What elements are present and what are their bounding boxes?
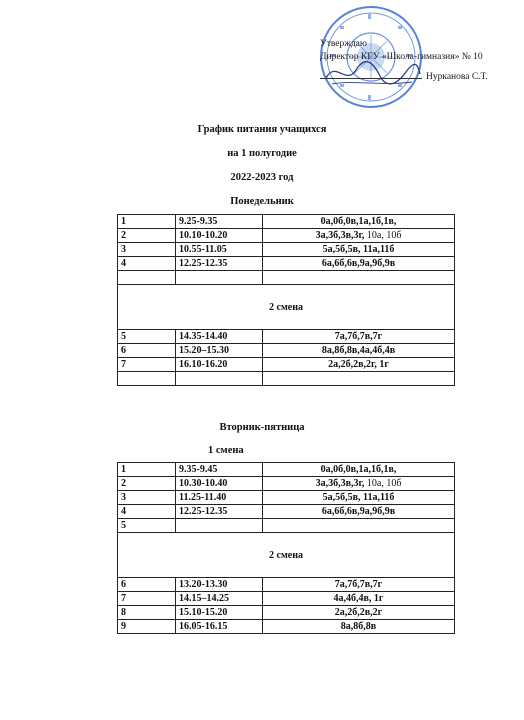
row-number: 7 bbox=[118, 592, 176, 606]
approval-line1: Утверждаю bbox=[320, 39, 367, 49]
row-number: 6 bbox=[118, 344, 176, 358]
row-classes bbox=[263, 330, 455, 344]
approval-director: Директор КГУ «Школа-гимназия» № 10 bbox=[320, 52, 483, 62]
table-row bbox=[118, 505, 455, 519]
classes-text: 6а,6б,6в,9а,9б,9в bbox=[321, 506, 396, 517]
table-row bbox=[118, 620, 455, 634]
row-classes bbox=[263, 592, 455, 606]
tuesday-friday-table bbox=[117, 462, 455, 634]
row-number: 2 bbox=[118, 477, 176, 491]
row-time: 16.05-16.15 bbox=[176, 620, 263, 634]
shift2-label: 2 смена bbox=[118, 533, 455, 578]
shift-separator-row bbox=[118, 285, 455, 330]
row-time: 14.35-14.40 bbox=[176, 330, 263, 344]
classes-text: 2а,2б,2в,2г bbox=[334, 607, 383, 618]
row-number: 6 bbox=[118, 578, 176, 592]
row-time bbox=[176, 271, 263, 285]
row-classes bbox=[263, 578, 455, 592]
row-number: 1 bbox=[118, 215, 176, 229]
approval-block bbox=[320, 38, 488, 82]
classes-extra: 10а, 10б bbox=[364, 478, 402, 489]
monday-table bbox=[117, 214, 455, 386]
row-time: 10.30-10.40 bbox=[176, 477, 263, 491]
row-number: 4 bbox=[118, 505, 176, 519]
approval-signature-line bbox=[320, 71, 488, 84]
doc-year: 2022-2023 год bbox=[230, 172, 294, 183]
signature-underline bbox=[320, 78, 422, 79]
row-time: 15.20–15.30 bbox=[176, 344, 263, 358]
row-number: 7 bbox=[118, 358, 176, 372]
table-row bbox=[118, 229, 455, 243]
table-row bbox=[118, 606, 455, 620]
row-number: 9 bbox=[118, 620, 176, 634]
row-time: 12.25-12.35 bbox=[176, 505, 263, 519]
classes-text: 8а,8б,8в,4а,4б,4в bbox=[321, 345, 396, 356]
table-row bbox=[118, 330, 455, 344]
table-row bbox=[118, 257, 455, 271]
table-row bbox=[118, 519, 455, 533]
classes-text: 0а,0б,0в,1а,1б,1в, bbox=[320, 464, 397, 475]
row-time: 9.35-9.45 bbox=[176, 463, 263, 477]
row-time: 15.10-15.20 bbox=[176, 606, 263, 620]
row-time: 14.15–14.25 bbox=[176, 592, 263, 606]
doc-title: График питания учащихся bbox=[197, 124, 327, 135]
row-time: 16.10-16.20 bbox=[176, 358, 263, 372]
row-classes bbox=[263, 620, 455, 634]
approval-name: Нурканова С.Т. bbox=[426, 72, 488, 82]
row-time bbox=[176, 519, 263, 533]
classes-text: 6а,6б,6в,9а,9б,9в bbox=[321, 258, 396, 269]
shift1-label: 1 смена bbox=[208, 445, 244, 456]
shift-separator-row bbox=[118, 533, 455, 578]
row-number: 1 bbox=[118, 463, 176, 477]
classes-text: 7а,7б,7в,7г bbox=[334, 579, 383, 590]
table-row bbox=[118, 243, 455, 257]
table-row bbox=[118, 491, 455, 505]
row-number: 5 bbox=[118, 330, 176, 344]
row-number bbox=[118, 372, 176, 386]
classes-text: 0а,0б,0в,1а,1б,1в, bbox=[320, 216, 397, 227]
row-classes bbox=[263, 505, 455, 519]
table-row bbox=[118, 592, 455, 606]
row-time: 12.25-12.35 bbox=[176, 257, 263, 271]
row-classes bbox=[263, 229, 455, 243]
row-number: 5 bbox=[118, 519, 176, 533]
classes-text: 3а,3б,3в,3г, bbox=[315, 230, 365, 241]
row-time: 11.25-11.40 bbox=[176, 491, 263, 505]
row-time: 10.55-11.05 bbox=[176, 243, 263, 257]
row-time: 13.20-13.30 bbox=[176, 578, 263, 592]
table-row bbox=[118, 477, 455, 491]
row-classes bbox=[263, 463, 455, 477]
row-time: 9.25-9.35 bbox=[176, 215, 263, 229]
table-row-empty bbox=[118, 372, 455, 386]
classes-text: 2а,2б,2в,2г, 1г bbox=[328, 359, 389, 370]
table-row bbox=[118, 358, 455, 372]
classes-text: 4а,4б,4в, 1г bbox=[333, 593, 384, 604]
shift2-label: 2 смена bbox=[118, 285, 455, 330]
row-number: 4 bbox=[118, 257, 176, 271]
row-number: 3 bbox=[118, 243, 176, 257]
classes-text: 5а,5б,5в, 11а,11б bbox=[322, 492, 395, 503]
classes-text: 7а,7б,7в,7г bbox=[334, 331, 383, 342]
classes-text: 8а,8б,8в bbox=[340, 621, 377, 632]
table-row bbox=[118, 463, 455, 477]
classes-text: 5а,5б,5в, 11а,11б bbox=[322, 244, 395, 255]
table-row bbox=[118, 344, 455, 358]
row-classes bbox=[263, 215, 455, 229]
row-classes bbox=[263, 243, 455, 257]
row-number: 8 bbox=[118, 606, 176, 620]
heading-tuesday-friday: Вторник-пятница bbox=[219, 422, 305, 433]
row-time bbox=[176, 372, 263, 386]
table-row-empty bbox=[118, 271, 455, 285]
row-classes bbox=[263, 358, 455, 372]
row-classes bbox=[263, 372, 455, 386]
row-time: 10.10-10.20 bbox=[176, 229, 263, 243]
table-row bbox=[118, 215, 455, 229]
row-classes bbox=[263, 491, 455, 505]
heading-monday: Понедельник bbox=[230, 196, 294, 207]
row-classes bbox=[263, 519, 455, 533]
row-classes bbox=[263, 606, 455, 620]
classes-text: 3а,3б,3в,3г, bbox=[315, 478, 365, 489]
row-number bbox=[118, 271, 176, 285]
row-number: 2 bbox=[118, 229, 176, 243]
classes-extra: 10а, 10б bbox=[364, 230, 402, 241]
row-classes bbox=[263, 477, 455, 491]
doc-subtitle: на 1 полугодие bbox=[227, 148, 297, 159]
row-classes bbox=[263, 271, 455, 285]
table-row bbox=[118, 578, 455, 592]
row-number: 3 bbox=[118, 491, 176, 505]
row-classes bbox=[263, 344, 455, 358]
row-classes bbox=[263, 257, 455, 271]
